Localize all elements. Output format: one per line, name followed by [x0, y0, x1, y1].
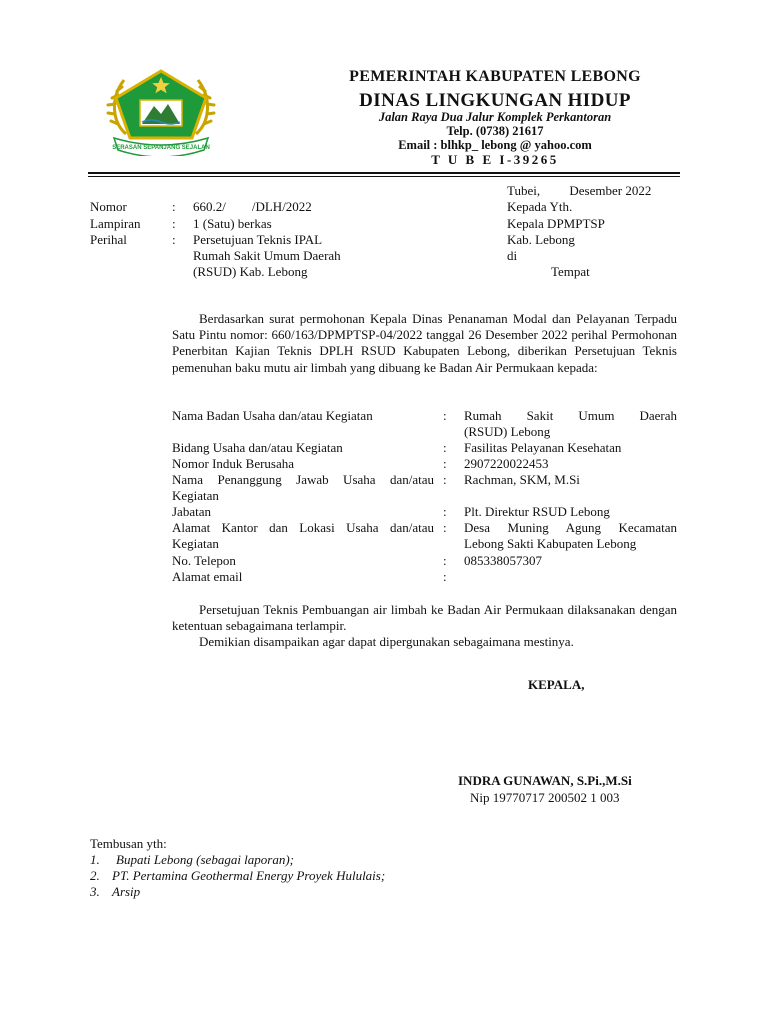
- lebong-emblem-logo: [106, 68, 216, 156]
- field-label-line-1: Nama Penanggung Jawab Usaha dan/atau: [172, 472, 434, 487]
- perihal-line-2: Rumah Sakit Umum Daerah: [193, 248, 341, 263]
- recipient-place: Tempat: [551, 264, 590, 279]
- recipient-di: di: [507, 248, 518, 263]
- lampiran-value: 1 (Satu) berkas: [193, 216, 272, 231]
- signature-name: INDRA GUNAWAN, S.Pi.,M.Si: [458, 773, 632, 788]
- field-colon: :: [443, 408, 447, 423]
- perihal-line-1: Persetujuan Teknis IPAL: [193, 232, 323, 247]
- perihal-line-3: (RSUD) Kab. Lebong: [193, 264, 308, 279]
- tembusan-heading: Tembusan yth:: [90, 836, 167, 851]
- tembusan-item-3-text: Arsip: [112, 884, 141, 899]
- letterhead-rule-thin: [88, 176, 680, 177]
- field-value: Plt. Direktur RSUD Lebong: [464, 504, 610, 519]
- field-value: Fasilitas Pelayanan Kesehatan: [464, 440, 622, 455]
- tembusan-item-2-number: 2.: [90, 868, 100, 883]
- perihal-label: Perihal: [90, 232, 127, 247]
- tembusan-item-1-number: 1.: [90, 852, 100, 867]
- letterhead-government: PEMERINTAH KABUPATEN LEBONG: [349, 68, 641, 85]
- field-colon: :: [443, 520, 447, 535]
- letterhead-rule-thick: [88, 172, 680, 174]
- lampiran-colon: :: [172, 216, 176, 231]
- body-paragraph-1: [172, 311, 677, 376]
- nomor-colon: :: [172, 199, 176, 214]
- field-label: Nomor Induk Berusaha: [172, 456, 295, 471]
- field-label: Nama Badan Usaha dan/atau Kegiatan: [172, 408, 373, 423]
- body-paragraph-3-text: Demikian disampaikan agar dapat dipergunakan sebagaimana mestinya.: [199, 634, 574, 649]
- field-value-line-1: Desa Muning Agung Kecamatan: [464, 520, 677, 535]
- field-value: Rachman, SKM, M.Si: [464, 472, 580, 487]
- nomor-value: 660.2/ /DLH/2022: [193, 199, 312, 214]
- field-label: No. Telepon: [172, 553, 236, 568]
- field-label-line-2: Kegiatan: [172, 488, 219, 503]
- body-paragraph-2: [172, 602, 677, 634]
- nomor-label: Nomor: [90, 199, 127, 214]
- letter-date: Tubei, Desember 2022: [507, 183, 652, 198]
- field-value-line-1: Rumah Sakit Umum Daerah: [464, 408, 677, 423]
- body-paragraph-3: [172, 634, 677, 650]
- tembusan-item-2-text: PT. Pertamina Geothermal Energy Proyek Hululais;: [112, 868, 386, 883]
- recipient-greeting: Kepada Yth.: [507, 199, 573, 214]
- field-label-line-1: Alamat Kantor dan Lokasi Usaha dan/atau: [172, 520, 434, 535]
- field-label-line-2: Kegiatan: [172, 536, 219, 551]
- letterhead-email: Email : blhkp_ lebong @ yahoo.com: [398, 138, 592, 152]
- perihal-colon: :: [172, 232, 176, 247]
- field-label: Bidang Usaha dan/atau Kegiatan: [172, 440, 343, 455]
- motto-ribbon-text: SERASAN SEPANJANG SEJALAN: [112, 145, 210, 151]
- body-paragraph-1-text: Berdasarkan surat permohonan Kepala Dinas Penanaman Modal dan Pelayanan Terpadu Satu Pintu nomor: 660/163/DPMPTSP-04/2022 tanggal 26 Desember 2022 perihal Permohonan Penerbitan Kajian Teknis DPLH RSUD Kabupaten Lebong, diberikan Persetujuan Teknis pemenuhan baku mutu air limbah yang dibuang ke Badan Air Permukaan kepada:: [172, 311, 677, 375]
- field-colon: :: [443, 504, 447, 519]
- field-value: 2907220022453: [464, 456, 549, 471]
- letterhead-city-postcode: T U B E I-39265: [431, 152, 559, 167]
- letterhead-address: Jalan Raya Dua Jalur Komplek Perkantoran: [378, 110, 612, 124]
- recipient-region: Kab. Lebong: [507, 232, 575, 247]
- tembusan-item-1-text: Bupati Lebong (sebagai laporan);: [116, 852, 295, 867]
- field-value: 085338057307: [464, 553, 542, 568]
- field-colon: :: [443, 440, 447, 455]
- field-label: Alamat email: [172, 569, 243, 584]
- field-colon: :: [443, 569, 447, 584]
- field-value-line-2: (RSUD) Lebong: [464, 424, 551, 439]
- letterhead-agency: DINAS LINGKUNGAN HIDUP: [359, 90, 631, 111]
- tembusan-item-3-number: 3.: [90, 884, 100, 899]
- signature-nip: Nip 19770717 200502 1 003: [470, 790, 620, 805]
- letterhead-phone: Telp. (0738) 21617: [446, 124, 544, 138]
- field-colon: :: [443, 472, 447, 487]
- signature-title: KEPALA,: [528, 677, 585, 692]
- recipient-name: Kepala DPMPTSP: [507, 216, 605, 231]
- lampiran-label: Lampiran: [90, 216, 141, 231]
- field-value-line-2: Lebong Sakti Kabupaten Lebong: [464, 536, 637, 551]
- body-paragraph-2-text: Persetujuan Teknis Pembuangan air limbah ke Badan Air Permukaan dilaksanakan dengan ketentuan sebagaimana terlampir.: [172, 602, 677, 634]
- field-label: Jabatan: [172, 504, 211, 519]
- field-colon: :: [443, 553, 447, 568]
- field-colon: :: [443, 456, 447, 471]
